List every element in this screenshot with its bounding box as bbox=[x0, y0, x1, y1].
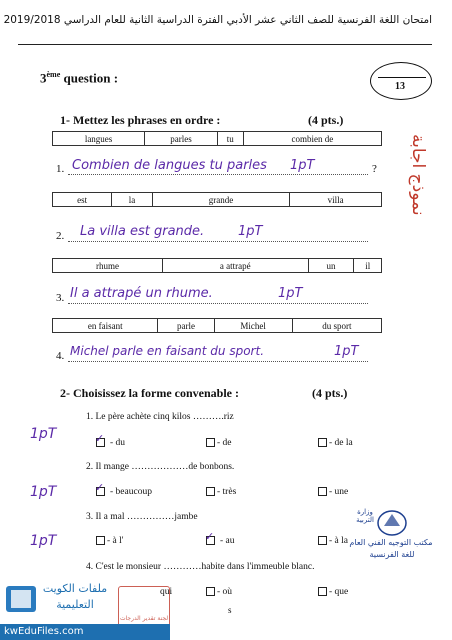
page-footer: s bbox=[228, 605, 232, 615]
seal-line1: وزارة التربية bbox=[356, 508, 374, 524]
grading-stamp-label: لجنة تقدير الدرجات bbox=[119, 615, 169, 622]
answer-handwritten-2: La villa est grande. bbox=[80, 224, 205, 239]
word-cell: en faisant bbox=[53, 319, 158, 333]
answer-num-1: 1. bbox=[56, 163, 65, 175]
answer-num-2: 2. bbox=[56, 230, 65, 242]
site-watermark bbox=[0, 560, 173, 640]
mc-option-1c[interactable]: - de la bbox=[318, 438, 353, 448]
mc-option-3c[interactable]: - à la bbox=[318, 536, 348, 546]
mc-question-2: 2. Il mange ………………de bonbons. bbox=[86, 462, 235, 472]
word-cell: Michel bbox=[214, 319, 292, 333]
mc-question-4: 4. C'est le monsieur …………habite dans l'immeuble blanc. bbox=[86, 562, 315, 572]
checkbox-icon bbox=[318, 587, 327, 596]
answer-dots-2 bbox=[68, 241, 368, 242]
mc-option-2b[interactable]: - très bbox=[206, 487, 236, 497]
mc-mark-2: 1pT bbox=[30, 484, 57, 500]
word-cell: parle bbox=[158, 319, 214, 333]
mc-option-3b[interactable]: ✓ - au bbox=[205, 530, 235, 546]
mc-question-3: 3. Il a mal ……………jambe bbox=[86, 512, 198, 522]
word-cell: villa bbox=[290, 193, 382, 207]
answer-end-1: ? bbox=[372, 163, 377, 175]
watermark-line2: التعليمية bbox=[56, 598, 94, 611]
section1-title: 1- Mettez les phrases en ordre : bbox=[60, 113, 221, 127]
word-cell: parles bbox=[145, 132, 218, 146]
checkbox-icon bbox=[206, 587, 215, 596]
checkbox-icon bbox=[318, 487, 327, 496]
mc-option-4b[interactable]: - où bbox=[206, 587, 232, 597]
mc-option-2a[interactable]: ✓ - beaucoup bbox=[95, 481, 152, 497]
mc-option-4c[interactable]: - que bbox=[318, 587, 348, 597]
check-mark-icon: ✓ bbox=[205, 530, 215, 543]
book-logo-icon bbox=[2, 580, 42, 620]
answer-handwritten-3: Il a attrapé un rhume. bbox=[70, 286, 213, 301]
exam-header: امتحان اللغة الفرنسية للصف الثاني عشر الأدبي الفترة الدراسية الثانية للعام الدراسي 2019/2018 bbox=[3, 14, 432, 26]
answer-model-stamp: نموذج اجابة bbox=[408, 134, 428, 216]
answer-mark-1: 1pT bbox=[290, 158, 315, 173]
mc-option-2c[interactable]: - une bbox=[318, 487, 348, 497]
checkbox-icon bbox=[206, 438, 215, 447]
word-cell: tu bbox=[217, 132, 243, 146]
mc-mark-3: 1pT bbox=[30, 533, 57, 549]
word-cell: la bbox=[112, 193, 152, 207]
mc-mark-1: 1pT bbox=[30, 426, 57, 442]
answer-num-3: 3. bbox=[56, 292, 65, 304]
word-cell: langues bbox=[53, 132, 145, 146]
answer-dots-1 bbox=[68, 174, 368, 175]
section1-points: (4 pts.) bbox=[308, 113, 344, 127]
seal-line3: للغة الفرنسية bbox=[369, 550, 415, 559]
word-table-4 bbox=[52, 318, 382, 333]
check-mark-icon: ✓ bbox=[95, 481, 105, 494]
word-table-3 bbox=[52, 258, 382, 273]
word-table-2 bbox=[52, 192, 382, 207]
checkbox-icon bbox=[318, 536, 327, 545]
checkbox-icon bbox=[206, 487, 215, 496]
answer-dots-3 bbox=[68, 303, 368, 304]
answer-dots-4 bbox=[68, 361, 368, 362]
check-mark-icon: ✓ bbox=[95, 432, 105, 445]
score-value: 13 bbox=[395, 81, 405, 92]
question-title: 3ème question : bbox=[40, 70, 119, 86]
watermark-url[interactable]: kwEduFiles.com bbox=[0, 624, 170, 640]
ministry-seal bbox=[349, 508, 433, 566]
word-cell: un bbox=[308, 259, 354, 273]
section2-title: 2- Choisissez la forme convenable : bbox=[60, 386, 239, 400]
mc-option-4a[interactable]: qui bbox=[160, 587, 173, 597]
checkbox-icon bbox=[96, 536, 105, 545]
answer-handwritten-4: Michel parle en faisant du sport. bbox=[70, 344, 265, 358]
grading-stamp bbox=[118, 586, 173, 628]
header-divider bbox=[18, 44, 432, 45]
word-cell: grande bbox=[152, 193, 290, 207]
mc-question-1: 1. Le père achète cinq kilos ……….riz bbox=[86, 412, 234, 422]
answer-mark-3: 1pT bbox=[278, 286, 303, 301]
watermark-line1: ملفات الكويت bbox=[42, 582, 108, 595]
answer-num-4: 4. bbox=[56, 350, 65, 362]
word-cell: est bbox=[53, 193, 112, 207]
answer-mark-2: 1pT bbox=[238, 224, 263, 239]
mc-option-3a[interactable]: - à l' bbox=[96, 536, 124, 546]
score-divider bbox=[378, 77, 426, 78]
word-table-1 bbox=[52, 131, 382, 146]
word-cell: du sport bbox=[292, 319, 381, 333]
answer-handwritten-1: Combien de langues tu parles bbox=[72, 158, 267, 173]
mc-option-1b[interactable]: - de bbox=[206, 438, 232, 448]
answer-mark-4: 1pT bbox=[334, 344, 359, 359]
section2-points: (4 pts.) bbox=[312, 386, 348, 400]
word-cell: il bbox=[354, 259, 382, 273]
word-cell: combien de bbox=[243, 132, 381, 146]
mc-option-1a[interactable]: ✓ - du bbox=[95, 432, 126, 448]
seal-line2: مكتب التوجيه الفني العام bbox=[349, 538, 433, 547]
checkbox-icon bbox=[318, 438, 327, 447]
word-cell: a attrapé bbox=[163, 259, 309, 273]
word-cell: rhume bbox=[53, 259, 163, 273]
